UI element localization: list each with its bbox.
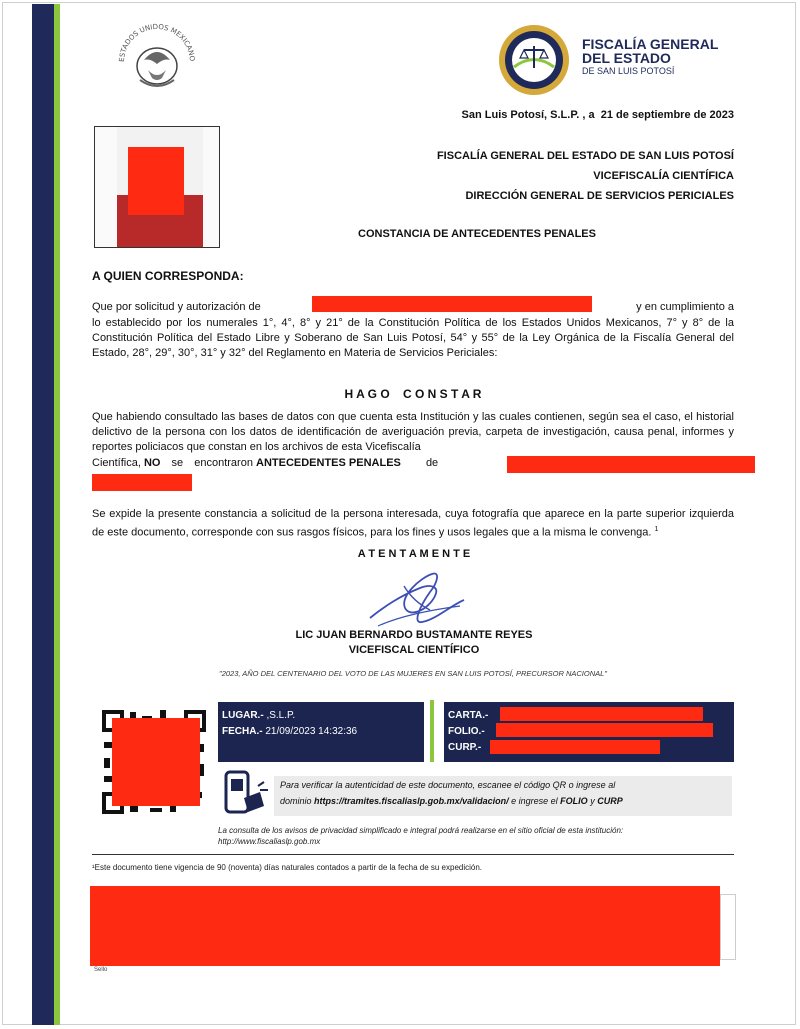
seal-redaction [90,886,720,966]
left-navy-band [32,4,54,1025]
verify-box [274,776,732,816]
fiscalia-logo-text-1: FISCALÍA GENERAL [582,36,719,52]
verify-text-2 [280,796,623,806]
seal-text: ESTADOS UNIDOS MEXICANO [117,22,197,63]
verify-dominio: dominio [280,796,312,806]
p2-body: Que habiendo consultado las bases de datos con que cuenta esta Institución y las cuales contienen, según sea el caso, el historial delictivo de la persona con los datos de identificación de averiguación previa, carpeta de investigación, causa penal, informes y reportes policiacos que constan en los archivos de esta Vicefiscalía [92,411,734,453]
subject-name-redaction [507,456,755,473]
verify-mid: e ingrese el [511,796,558,806]
divider [92,854,734,855]
motto: "2023, AÑO DEL CENTENARIO DEL VOTO DE LAS MUJERES EN SAN LUIS POTOSÍ, PRECURSOR NACIONAL" [219,669,607,678]
place-date: San Luis Potosí, S.L.P. , a 21 de septiembre de 2023 [461,109,734,121]
qr-redaction [112,718,200,806]
p1-end: y en cumplimiento a [636,301,734,313]
p3-body [92,506,734,541]
signer-title: VICEFISCAL CIENTÍFICO [348,644,480,656]
footnote: ¹Este documento tiene vigencia de 90 (noventa) días naturales contados a partir de la fecha de su expedición. [92,863,483,872]
curp-label: CURP.- [448,742,482,753]
fiscalia-logo-icon [496,22,576,98]
verify-url-link[interactable]: https://tramites.fiscaliaslp.gob.mx/validacion/ [314,796,509,806]
phone-scan-icon [218,768,270,818]
salutation: A QUIEN CORRESPONDA: [92,269,244,283]
carta-label: CARTA.- [448,710,489,721]
fecha-row [222,726,357,737]
carta-folio-curp-box [444,702,734,762]
authority-line-2: VICEFISCALÍA CIENTÍFICA [593,170,734,182]
national-seal-icon [112,14,202,100]
fiscalia-logo-text-2: DEL ESTADO [582,50,671,66]
stamp-edge [720,894,736,960]
curp-redaction [490,740,660,754]
authority-line-3: DIRECCIÓN GENERAL DE SERVICIOS PERICIALES [465,190,734,202]
carta-redaction [500,707,703,721]
face-redaction [128,147,184,215]
verify-folio: FOLIO [560,796,588,806]
hago-constar: H A G O C O N S T A R [344,387,482,401]
p1-start: Que por solicitud y autorización de [92,301,261,313]
p3-footnote-mark: 1 [654,526,659,533]
requester-name-redaction [312,296,592,312]
verify-text-1: Para verificar la autenticidad de este documento, escanee el código QR o ingrese al [280,780,616,790]
lugar-value: ,S.L.P. [266,710,296,721]
fecha-label: FECHA.- [222,726,263,737]
p2-last-line [92,457,438,469]
qr-code [100,708,208,816]
green-divider [430,700,434,762]
fecha-value: 21/09/2023 14:32:36 [265,726,358,737]
p2-cientifica: Científica, [92,457,141,469]
fiscalia-logo-text-3: DE SAN LUIS POTOSÍ [582,66,675,76]
verify-y: y [590,796,595,806]
applicant-photo [94,126,220,248]
p2-no: NO [143,457,161,469]
signature-icon [360,566,470,632]
p2-se: se [171,457,184,469]
lugar-label: LUGAR.- [222,710,264,721]
signer-name: LIC JUAN BERNARDO BUSTAMANTE REYES [295,629,533,641]
p3-text: Se expide la presente constancia a solicitud de la persona interesada, cuya fotografía que aparece en la parte superior izquierda de este documento, corresponde con sus rasgos físicos, para los fines y usos legales que a la misma le convenga. [92,508,734,539]
p2-encontraron: encontraron [194,457,253,469]
sello-label: Sello [94,967,108,973]
document-title: CONSTANCIA DE ANTECEDENTES PENALES [358,228,596,240]
p2-de: de [425,457,439,469]
verify-curp: CURP [597,796,623,806]
lugar-row [222,710,295,721]
folio-label: FOLIO.- [448,726,485,737]
subject-name-redaction-2 [92,474,192,491]
folio-redaction [496,723,713,737]
p1-body: lo establecido por los numerales 1°, 4°, 8° y 21° de la Constitución Política de los Estados Unidos Mexicanos, 7° y 8° de la Constitución Política del Estado Libre y Soberano de San Luis Potosí, 54° y 55° de la Ley Orgánica de la Fiscalía General del Estado, 28°, 29°, 30°, 31° y 32° del Reglamento en Materia de Servicios Periciales: [92,317,734,359]
atentamente: A T E N T A M E N T E [357,548,471,560]
privacy-link[interactable]: http://www.fiscaliaslp.gob.mx [218,837,321,846]
left-green-stripe [54,4,60,1025]
lugar-fecha-box [218,702,424,762]
privacy-line-1: La consulta de los avisos de privacidad simplificado e integral podrá realizarse en el sitio oficial de esta institución: [218,826,624,835]
authority-line-1: FISCALÍA GENERAL DEL ESTADO DE SAN LUIS POTOSÍ [436,150,734,162]
p2-antecedentes: ANTECEDENTES PENALES [256,457,401,469]
